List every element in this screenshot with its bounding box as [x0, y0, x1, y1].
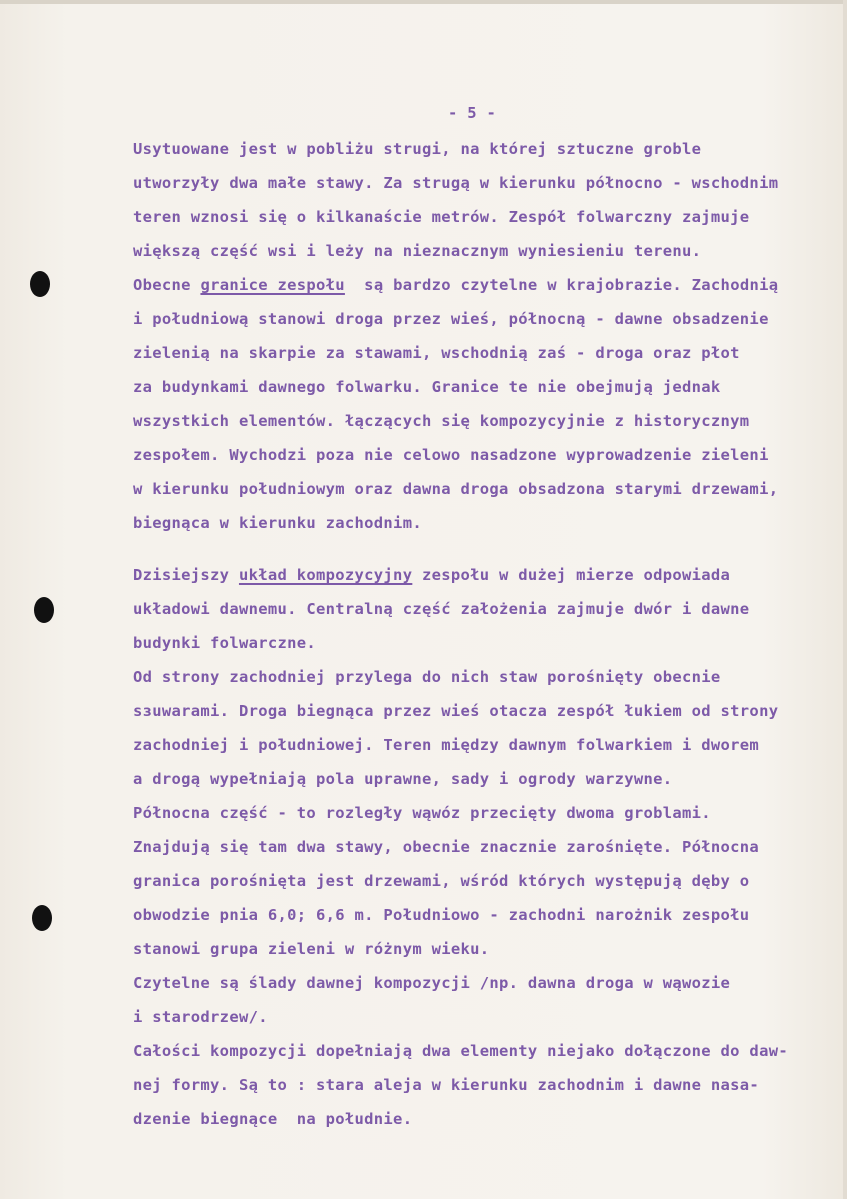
text-line: utworzyły dwa małe stawy. Za strugą w kierunku północno - wschodnim [133, 174, 779, 192]
text-line: nej formy. Są to : stara aleja w kierunku zachodnim i dawne nasa- [133, 1076, 760, 1094]
text-line: większą część wsi i leży na nieznacznym wyniesieniu terenu. [133, 242, 702, 260]
text-line: zachodniej i południowej. Teren między dawnym folwarkiem i dworem [133, 736, 760, 754]
text-line: budynki folwarczne. [133, 634, 317, 652]
text-line: biegnąca w kierunku zachodnim. [133, 514, 422, 532]
text-line: i południową stanowi droga przez wieś, północną - dawne obsadzenie [133, 310, 769, 328]
text-line: granica porośnięta jest drzewami, wśród których występują dęby o [133, 872, 750, 890]
text-line: za budynkami dawnego folwarku. Granice te nie obejmują jednak [133, 378, 721, 396]
text-line: w kierunku południowym oraz dawna droga obsadzona starymi drzewami, [133, 480, 779, 498]
text-line: stanowi grupa zieleni w różnym wieku. [133, 940, 490, 958]
text-line: sзuwarami. Droga biegnąca przez wieś otacza zespół łukiem od strony [133, 702, 779, 720]
text-line: teren wznosi się o kilkanaście metrów. Zespół folwarczny zajmuje [133, 208, 750, 226]
text-line: zespołem. Wychodzi poza nie celowo nasadzone wyprowadzenie zieleni [133, 446, 769, 464]
text-line: Całości kompozycji dopełniają dwa elementy niejako dołączone do daw- [133, 1042, 788, 1060]
page-top-edge [0, 0, 847, 4]
text-line: Północna część - to rozległy wąwóz przecięty dwoma groblami. [133, 804, 711, 822]
punch-hole-bottom [32, 905, 52, 931]
text-line: i starodrzew/. [133, 1008, 268, 1026]
text-line: a drogą wypełniają pola uprawne, sady i ogrody warzywne. [133, 770, 673, 788]
underlined-phrase: układ kompozycyjny [238, 566, 413, 584]
text-line: Czytelne są ślady dawnej kompozycji /np. dawna droga w wąwozie [133, 974, 731, 992]
page-number: - 5 - [448, 104, 497, 122]
page-right-edge [843, 0, 847, 1199]
text-line: Znajdują się tam dwa stawy, obecnie znacznie zarośnięte. Północna [133, 838, 760, 856]
text-line-underlined: Obecne granice zespołu są bardzo czytelne w krajobrazie. Zachodnią [133, 276, 779, 294]
text-line: Od strony zachodniej przylega do nich staw porośnięty obecnie [133, 668, 721, 686]
text-line: obwodzie pnia 6,0; 6,6 m. Południowo - zachodni narożnik zespołu [133, 906, 750, 924]
text-line: Usytuowane jest w pobliżu strugi, na której sztuczne groble [133, 140, 702, 158]
text-line-underlined: Dzisiejszy układ kompozycyjny zespołu w dużej mierze odpowiada [133, 566, 731, 584]
text-line: zielenią na skarpie za stawami, wschodnią zaś - droga oraz płot [133, 344, 740, 362]
text-line: dzenie biegnące na południe. [133, 1110, 413, 1128]
underlined-phrase: granice zespołu [200, 276, 345, 294]
text-line: układowi dawnemu. Centralną część założenia zajmuje dwór i dawne [133, 600, 750, 618]
text-line: wszystkich elementów. łączących się kompozycyjnie z historycznym [133, 412, 750, 430]
